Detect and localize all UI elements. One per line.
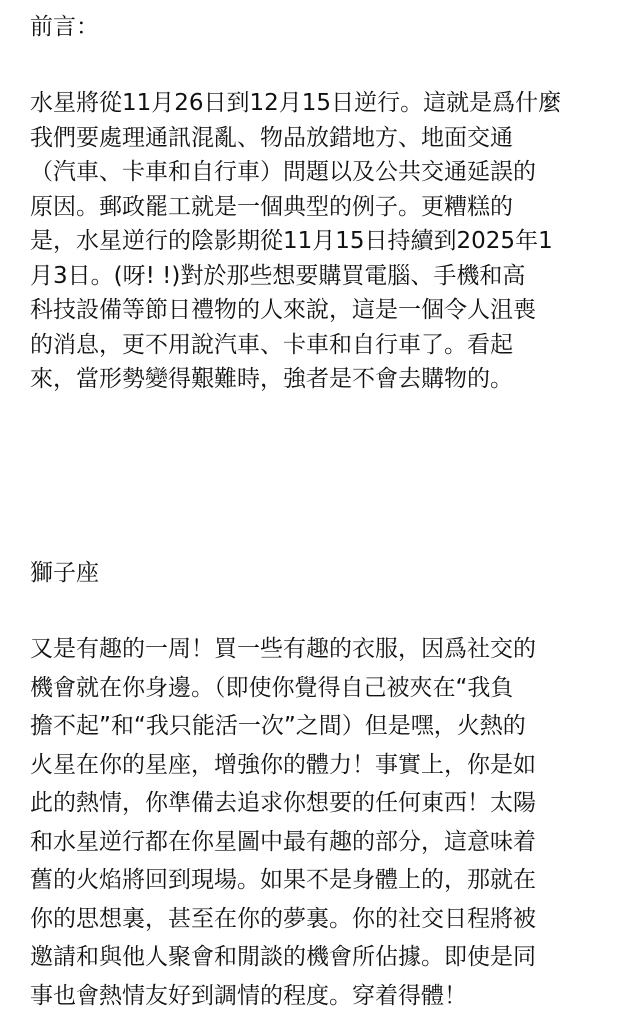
intro-line: 原因。郵政罷工就是一個典型的例子。更糟糕的 xyxy=(30,193,513,220)
leo-line: 擔不起”和“我只能活一次”之間）但是嘿，火熱的 xyxy=(30,713,526,739)
leo-line: 火星在你的星座，增強你的體力！事實上，你是如 xyxy=(30,751,536,778)
leo-line: 你的思想裏，甚至在你的夢裏。你的社交日程將被 xyxy=(30,905,536,932)
leo-line: 和水星逆行都在你星圖中最有趣的部分，這意味着 xyxy=(30,828,536,855)
intro-line: 我們要處理通訊混亂、物品放錯地方、地面交通 xyxy=(30,124,513,151)
intro-line: 是，水星逆行的陰影期從11月15日持續到2025年1 xyxy=(30,228,553,254)
leo-line: 機會就在你身邊。（即使你覺得自己被夾在“我負 xyxy=(30,674,514,701)
intro-heading: 前言： xyxy=(30,14,99,40)
intro-line: 的消息，更不用說汽車、卡車和自行車了。看起 xyxy=(30,331,513,358)
intro-line: 科技設備等節日禮物的人來說，這是一個令人沮喪 xyxy=(30,297,536,323)
intro-line: 水星將從11月26日到12月15日逆行。這就是爲什麼 xyxy=(30,90,562,116)
intro-line: （汽車、卡車和自行車）問題以及公共交通延誤的 xyxy=(30,159,536,185)
leo-line: 舊的火焰將回到現場。如果不是身體上的，那就在 xyxy=(30,867,536,893)
leo-paragraph xyxy=(30,630,536,1015)
leo-line: 此的熱情，你準備去追求你想要的任何東西！太陽 xyxy=(30,790,536,816)
leo-heading: 獅子座 xyxy=(30,560,99,586)
intro-line: 來，當形勢變得艱難時，強者是不會去購物的。 xyxy=(30,366,513,392)
intro-line: 月3日。(呀! !)對於那些想要購買電腦、手機和高 xyxy=(30,262,526,289)
leo-line: 事也會熱情友好到調情的程度。穿着得體！ xyxy=(30,982,467,1009)
leo-line: 邀請和與他人聚會和閒談的機會所佔據。即使是同 xyxy=(30,944,536,970)
leo-line: 又是有趣的一周！買一些有趣的衣服，因爲社交的 xyxy=(30,636,536,662)
intro-paragraph xyxy=(30,86,561,397)
